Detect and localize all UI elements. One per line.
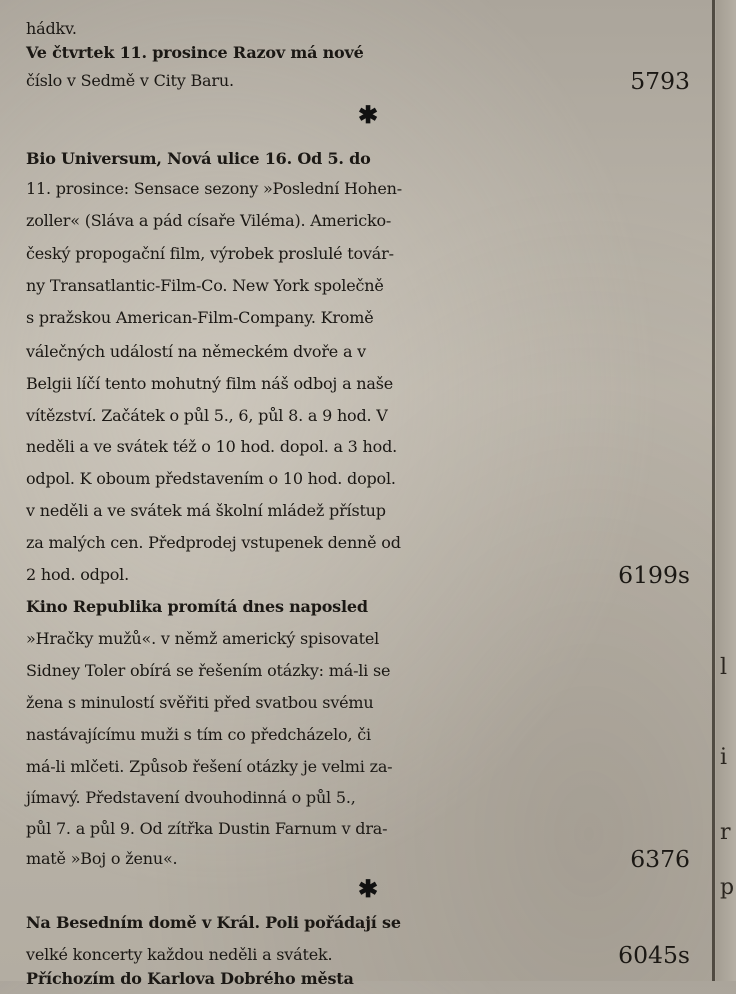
ad-number: 6199s: [618, 561, 690, 589]
razov-line-2: číslo v Sedmě v City Baru.: [26, 71, 234, 90]
universum-line: odpol. K oboum představením o 10 hod. dopol.: [26, 469, 396, 488]
republika-line: Sidney Toler obírá se řešením otázky: má-li se: [26, 661, 391, 680]
republika-line: půl 7. a půl 9. Od zítřka Dustin Farnum v dra-: [26, 819, 388, 838]
adjacent-column-glyph: r: [720, 820, 731, 845]
ad-number: 6376: [630, 845, 690, 873]
adjacent-column-glyph: p: [720, 875, 735, 900]
universum-line: za malých cen. Předprodej vstupenek denně od: [26, 533, 401, 552]
universum-line: 2 hod. odpol.: [26, 565, 129, 584]
republika-line: žena s minulostí svěřiti před svatbou svému: [26, 693, 374, 712]
universum-line: zoller« (Sláva a pád císaře Viléma). Americko-: [26, 211, 392, 230]
ad-number: 6045s: [618, 941, 690, 969]
universum-line: 11. prosince: Sensace sezony »Poslední Hohen-: [26, 179, 402, 198]
universum-line: válečných událostí na německém dvoře a v: [26, 342, 367, 361]
bottom-fragment: Příchozím do Karlova Dobrého města: [26, 969, 354, 988]
universum-line: neděli a ve svátek též o 10 hod. dopol. a 3 hod.: [26, 437, 398, 456]
universum-line: vítězství. Začátek o půl 5., 6, půl 8. a 9 hod. V: [26, 406, 388, 425]
section-ornament: ✱: [358, 874, 379, 903]
universum-line: český propogační film, výrobek proslulé továr-: [26, 244, 394, 263]
republika-line: Kino Republika promítá dnes naposled: [26, 597, 368, 616]
republika-line: »Hračky mužů«. v němž americký spisovatel: [26, 629, 380, 648]
universum-line: Belgii líčí tento mohutný film náš odboj a naše: [26, 374, 394, 393]
razov-line-1: Ve čtvrtek 11. prosince Razov má nové: [26, 43, 364, 62]
republika-line: nastávajícímu muži s tím co předcházelo, či: [26, 725, 371, 744]
beseda-line-1: Na Besedním domě v Král. Poli pořádají se: [26, 913, 401, 932]
section-ornament: ✱: [358, 100, 379, 129]
republika-line: matě »Boj o ženu«.: [26, 849, 178, 868]
republika-line: jímavý. Představení dvouhodinná o půl 5.,: [26, 788, 356, 807]
universum-line: s pražskou American-Film-Company. Kromě: [26, 308, 374, 327]
newspaper-column: [18, 0, 708, 988]
universum-line: ny Transatlantic-Film-Co. New York společně: [26, 276, 384, 295]
republika-line: má-li mlčeti. Způsob řešení otázky je velmi za-: [26, 757, 393, 776]
adjacent-column-glyph: l: [720, 655, 728, 680]
top-fragment: hádkv.: [26, 19, 77, 38]
ad-number: 5793: [630, 67, 690, 95]
universum-line: Bio Universum, Nová ulice 16. Od 5. do: [26, 149, 371, 168]
beseda-line-2: velké koncerty každou neděli a svátek.: [26, 945, 333, 964]
universum-line: v neděli a ve svátek má školní mládež přístup: [26, 501, 386, 520]
adjacent-column-glyph: i: [720, 745, 728, 770]
